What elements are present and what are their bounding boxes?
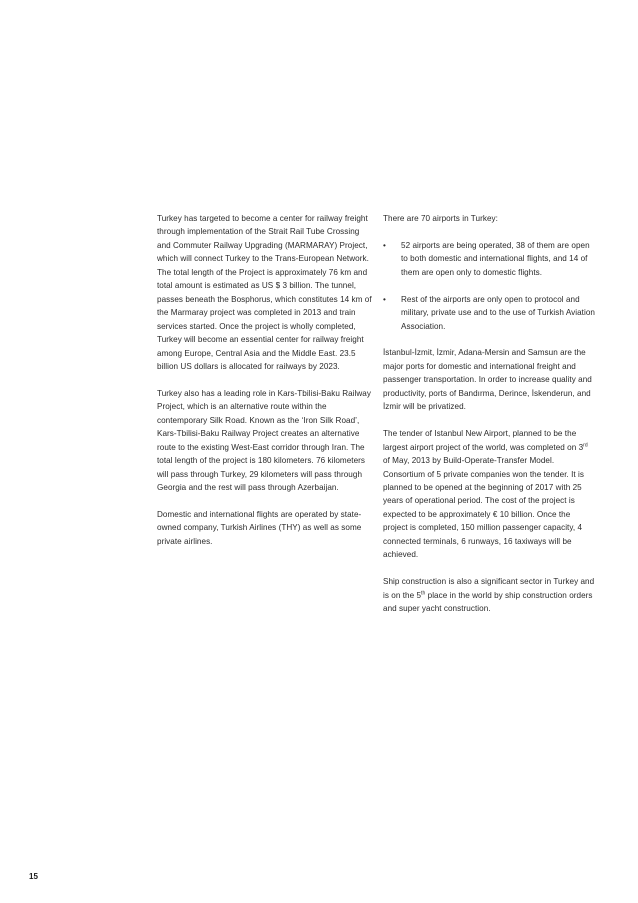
airports-intro: There are 70 airports in Turkey: [383,214,498,223]
flights-paragraph: Domestic and international flights are operated by state-owned company, Turkish Airlines (THY) as well as some private airlines. [157,509,362,546]
text-segment: The tender of Istanbul New Airport, planned to be the largest airport project of the world, was completed on 3 [383,429,584,452]
left-column [157,212,372,562]
text-segment: of May, 2013 by Build-Operate-Transfer Model. Consortium of 5 private companies won the tender. It is planned to be opened at the beginning of 2017 with 25 years of operational period. The cost of the project is expected to be approximately € 10 billion. Once the project is completed, 150 million passenger capacity, 4 connected terminals, 6 runways, 16 taxiways will be achieved. [383,456,585,560]
ordinal-suffix: rd [583,442,588,449]
text-segment: place in the world by ship construction orders and super yacht construction. [383,590,593,614]
istanbul-airport-paragraph [383,427,596,562]
text-segment: Ship construction is also a significant sector in Turkey and is on the 5 [383,577,595,600]
bullet-item: • 52 airports are being operated, 38 of them are open to both domestic and international flights, and 14 of them are open only to domestic flights. [383,239,596,279]
right-column [383,212,596,629]
airports-bullet-list [383,239,596,333]
ports-paragraph: İstanbul-İzmit, İzmir, Adana-Mersin and Samsun are the major ports for domestic and international freight and passenger transportation. In order to increase quality and productivity, ports of Bandırma, Derince, İskenderun, and İzmir will be privatized. [383,348,592,412]
ship-construction-paragraph [383,575,596,615]
bullet-item: • Rest of the airports are only open to protocol and military, private use and to the use of Turkish Aviation Association. [383,293,596,333]
page-number: 15 [29,872,38,881]
ordinal-suffix: th [421,590,426,597]
marmaray-paragraph: Turkey has targeted to become a center for railway freight through implementation of the Strait Rail Tube Crossing and Commuter Railway Upgrading (MARMARAY) Project, which will connect Turkey to the Trans-European Network. The total length of the Project is approximately 76 km and total amount is estimated as US $ 3 billion. The tunnel, passes beneath the Bosphorus, which constitutes 14 km of the Marmaray project was completed in 2013 and train services started. Once the project is wholly completed, Turkey will become an essential center for railway freight among Europe, Central Asia and the Middle East. 23.5 billion US dollars is allocated for railways by 2023. [157,214,372,371]
kars-tbilisi-baku-paragraph: Turkey also has a leading role in Kars-Tbilisi-Baku Railway Project, which is an alternative route within the contemporary Silk Road. Known as the ‘Iron Silk Road’, Kars-Tbilisi-Baku Railway Project creates an alternative route to the existing West-East corridor through Iran. The total length of the project is 180 kilometers. 76 kilometers will pass through Turkey, 29 kilometers will pass through Georgia and the rest will pass through Azerbaijan. [157,388,371,493]
